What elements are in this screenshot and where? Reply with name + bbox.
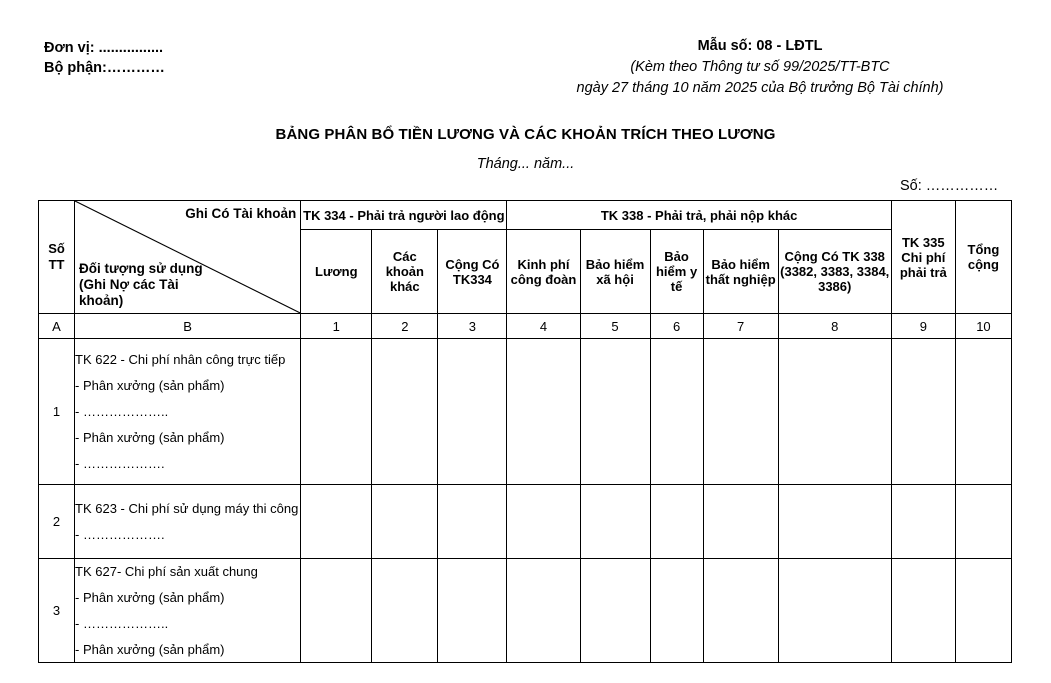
form-number: Mẫu số: 08 - LĐTL <box>697 38 823 54</box>
cell-bao-hiem-y-te[interactable] <box>650 559 703 663</box>
cell-cong-co-tk338[interactable] <box>778 559 891 663</box>
table-row <box>39 485 1012 559</box>
cell-kinh-phi-cong-doan[interactable] <box>507 559 580 663</box>
cell-tk335[interactable] <box>891 485 955 559</box>
table-row <box>39 559 1012 663</box>
row-number: 1 <box>39 339 75 485</box>
row-line: - Phân xưởng (sản phẩm) <box>75 430 225 445</box>
cell-tk335[interactable] <box>891 339 955 485</box>
header-bao-hiem-xa-hoi: Bảo hiểm xã hội <box>580 230 650 314</box>
cell-total[interactable] <box>955 485 1011 559</box>
allocation-table-container <box>38 200 1012 663</box>
cell-bao-hiem-that-nghiep[interactable] <box>703 339 778 485</box>
header-cong-co-tk334: Cộng Có TK334 <box>438 230 507 314</box>
key-2: 2 <box>372 314 438 339</box>
key-B: B <box>75 314 301 339</box>
cell-cong-co-tk334[interactable] <box>438 559 507 663</box>
document-title: BẢNG PHÂN BỔ TIỀN LƯƠNG VÀ CÁC KHOẢN TRÍCH THEO LƯƠNG <box>275 126 776 143</box>
header-cong-co-tk338: Cộng Có TK 338 (3382, 3383, 3384, 3386) <box>778 230 891 314</box>
cell-cac-khoan-khac[interactable] <box>372 559 438 663</box>
cell-kinh-phi-cong-doan[interactable] <box>507 339 580 485</box>
table-row <box>39 339 1012 485</box>
row-line: TK 623 - Chi phí sử dụng máy thi công <box>75 501 299 516</box>
row-line: TK 622 - Chi phí nhân công trực tiếp <box>75 352 286 367</box>
cell-cong-co-tk334[interactable] <box>438 485 507 559</box>
cell-luong[interactable] <box>301 339 372 485</box>
row-number: 3 <box>39 559 75 663</box>
cell-kinh-phi-cong-doan[interactable] <box>507 485 580 559</box>
row-object-cell <box>75 339 301 485</box>
header-group-total: Tổng cộng <box>955 201 1011 314</box>
row-number: 2 <box>39 485 75 559</box>
row-object-cell <box>75 485 301 559</box>
header-credit-account: Ghi Có Tài khoản <box>185 206 297 221</box>
cell-cac-khoan-khac[interactable] <box>372 485 438 559</box>
header-bao-hiem-y-te: Bảo hiểm y tế <box>650 230 703 314</box>
cell-luong[interactable] <box>301 485 372 559</box>
key-5: 5 <box>580 314 650 339</box>
header-cac-khoan-khac: Các khoản khác <box>372 230 438 314</box>
cell-cac-khoan-khac[interactable] <box>372 339 438 485</box>
document-number-field: Số: …………… <box>900 178 999 194</box>
cell-total[interactable] <box>955 559 1011 663</box>
key-9: 9 <box>891 314 955 339</box>
row-line: - Phân xưởng (sản phẩm) <box>75 642 225 657</box>
header-group-tk334: TK 334 - Phải trả người lao động <box>301 201 507 230</box>
key-A: A <box>39 314 75 339</box>
cell-bao-hiem-xa-hoi[interactable] <box>580 559 650 663</box>
header-object-use: Đối tượng sử dụng (Ghi Nợ các Tài khoản) <box>79 261 203 308</box>
header-group-tk335: TK 335 Chi phí phải trả <box>891 201 955 314</box>
row-line: - Phân xưởng (sản phẩm) <box>75 378 225 393</box>
cell-bao-hiem-xa-hoi[interactable] <box>580 339 650 485</box>
row-line: TK 627- Chi phí sản xuất chung <box>75 564 258 579</box>
cell-tk335[interactable] <box>891 559 955 663</box>
row-line: - ………………. <box>75 456 165 471</box>
cell-bao-hiem-that-nghiep[interactable] <box>703 559 778 663</box>
column-key-row <box>39 314 1012 339</box>
cell-bao-hiem-y-te[interactable] <box>650 339 703 485</box>
cell-total[interactable] <box>955 339 1011 485</box>
cell-luong[interactable] <box>301 559 372 663</box>
document-period: Tháng... năm... <box>476 156 575 172</box>
circular-line-1: (Kèm theo Thông tư số 99/2025/TT-BTC <box>630 59 890 75</box>
cell-bao-hiem-xa-hoi[interactable] <box>580 485 650 559</box>
key-6: 6 <box>650 314 703 339</box>
row-line: - ……………….. <box>75 404 169 419</box>
key-10: 10 <box>955 314 1011 339</box>
cell-bao-hiem-y-te[interactable] <box>650 485 703 559</box>
header-bao-hiem-that-nghiep: Bảo hiểm thất nghiệp <box>703 230 778 314</box>
header-kinh-phi-cong-doan: Kinh phí công đoàn <box>507 230 580 314</box>
header-row-groups <box>39 201 1012 230</box>
cell-bao-hiem-that-nghiep[interactable] <box>703 485 778 559</box>
cell-cong-co-tk338[interactable] <box>778 485 891 559</box>
header-luong: Lương <box>301 230 372 314</box>
unit-label: Đơn vị: ................ <box>44 40 164 56</box>
row-line: - ……………….. <box>75 616 169 631</box>
cell-cong-co-tk334[interactable] <box>438 339 507 485</box>
row-line: - ………………. <box>75 527 165 542</box>
unit-info-block <box>44 38 165 78</box>
allocation-table <box>38 200 1012 663</box>
key-8: 8 <box>778 314 891 339</box>
row-object-cell <box>75 559 301 663</box>
key-4: 4 <box>507 314 580 339</box>
key-3: 3 <box>438 314 507 339</box>
row-line: - Phân xưởng (sản phẩm) <box>75 590 225 605</box>
header-diagonal-cell <box>75 201 301 314</box>
form-reference-block <box>520 36 1000 99</box>
circular-line-2: ngày 27 tháng 10 năm 2025 của Bộ trưởng Bộ Tài chính) <box>576 80 944 96</box>
header-stt: Số TT <box>39 201 75 314</box>
cell-cong-co-tk338[interactable] <box>778 339 891 485</box>
header-group-tk338: TK 338 - Phải trả, phải nộp khác <box>507 201 891 230</box>
key-7: 7 <box>703 314 778 339</box>
key-1: 1 <box>301 314 372 339</box>
department-label: Bộ phận:………… <box>44 60 165 76</box>
